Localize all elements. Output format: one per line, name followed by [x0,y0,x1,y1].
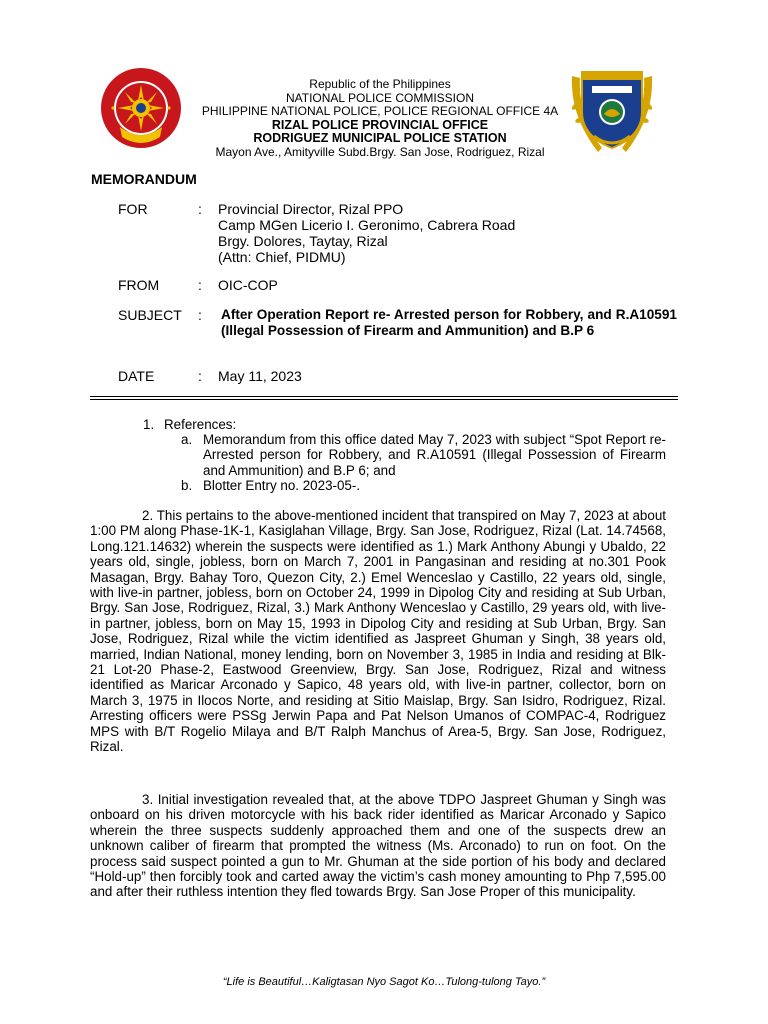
subject-label: SUBJECT [118,307,182,323]
divider [90,399,678,400]
pnp-seal-icon [100,67,182,149]
reference-letter: b. [181,478,193,493]
letterhead-line-ppo: RIZAL POLICE PROVINCIAL OFFICE [271,117,489,132]
letterhead-line-station: RODRIGUEZ MUNICIPAL POLICE STATION [253,131,507,145]
footer-motto: “Life is Beautiful…Kaligtasan Nyo Sagot Ko…Tulong-tulong Tayo.” [222,976,546,988]
divider [90,396,678,397]
reference-letter: a. [181,432,193,447]
letterhead-line-pnp: PHILIPPINE NATIONAL POLICE, POLICE REGIONAL OFFICE 4A [201,104,559,118]
date-value: May 11, 2023 [218,368,302,384]
paragraph-2: 2. This pertains to the above-mentioned incident that transpired on May 7, 2023 at about 1:00 PM along Phase-1K-1, Kasiglahan Village, Brgy. San Jose, Rodriguez, Rizal (Lat. 14.74568, Long.121.14632) wherein the suspects were identified as 1.) Mark Anthony Abungi y Ubaldo, 22 years old, single, jobless, born on March 7, 2001 in Pangasinan and residing at no.301 Pook Masagan, Brgy. Bahay Toro, Quezon City, 2.) Emel Wenceslao y Castillo, 22 years old, single, with live-in partner, jobless, born on October 24, 1999 in Dipolog City and residing at Sub Urban, Brgy. San Jose, Rodriguez, Rizal, 3.) Mark Anthony Wenceslao y Castillo, 29 years old, with live-in partner, jobless, born on May 15, 1993 in Dipolog City and residing at Sub Urban, Brgy. San Jose, Rodriguez, Rizal while the victim identified as Jaspreet Ghuman y Singh, 38 years old, married, Indian National, money lending, born on November 3, 1985 in India and residing at Blk-21 Lot-20 Phase-2, Eastwood Greenview, Brgy. San Jose, Rodriguez, Rizal and witness identified as Maricar Arconado y Sapico, 48 years old, with live-in partner, collector, born on March 3, 1975 in Ilocos Norte, and residing at Sitio Maislap, Brgy. San Isidro, Rodriguez, Rizal. Arresting officers were PSSg Jerwin Papa and Pat Nelson Umanos of COMPAC-4, Rodriguez MPS with B/T Rogelio Milaya and B/T Ralph Manchus of Area-5, Brgy. San Jose, Rodriguez, Rizal. [90,508,666,755]
subject-value: After Operation Report re- Arrested person for Robbery, and R.A10591 (Illegal Possession of Firearm and Ammunition) and B.P 6 [221,307,677,338]
references-number: 1. [143,417,155,432]
subject-colon: : [198,307,202,323]
letterhead-line-address: Mayon Ave., Amityville Subd.Brgy. San Jose, Rodriguez, Rizal [215,144,545,159]
for-line: (Attn: Chief, PIDMU) [218,249,346,265]
from-label: FROM [118,277,160,293]
memo-title: MEMORANDUM [91,171,197,187]
for-line: Brgy. Dolores, Taytay, Rizal [218,233,388,249]
for-value [218,201,515,265]
rodriguez-police-station-badge-icon [568,66,656,158]
for-label: FOR [118,201,148,217]
for-line: Provincial Director, Rizal PPO [218,201,404,217]
for-line: Camp MGen Licerio I. Geronimo, Cabrera Road [218,217,516,233]
date-label: DATE [118,368,155,384]
for-colon: : [198,201,202,217]
references-title: References: [164,417,237,432]
letterhead-line-napolcom: NATIONAL POLICE COMMISSION [285,90,475,105]
letterhead-line-republic: Republic of the Philippines [309,77,451,91]
from-colon: : [198,277,202,293]
reference-item: Memorandum from this office dated May 7, 2023 with subject “Spot Report re- Arrested person for Robbery, and R.A10591 (Illegal Possession of Firearm and Ammunition) and B.P 6; and [203,432,666,478]
reference-item: Blotter Entry no. 2023-05-. [203,478,361,493]
date-colon: : [198,368,202,384]
letterhead [180,78,580,159]
from-value: OIC-COP [218,277,278,293]
paragraph-3: 3. Initial investigation revealed that, at the above TDPO Jaspreet Ghuman y Singh was onboard on his driven motorcycle with his back rider identified as Maricar Arconado y Sapico wherein the three suspects suddenly approached them and one of the suspects drew an unknown caliber of firearm that prompted the witness (Ms. Arconado) to run on foot. On the process said suspect pointed a gun to Mr. Ghuman at the side portion of his body and declared “Hold-up” then forcibly took and carted away the victim’s cash money amounting to Php 7,595.00 and after their ruthless intention they fled towards Brgy. San Jose Proper of this municipality. [90,792,666,900]
